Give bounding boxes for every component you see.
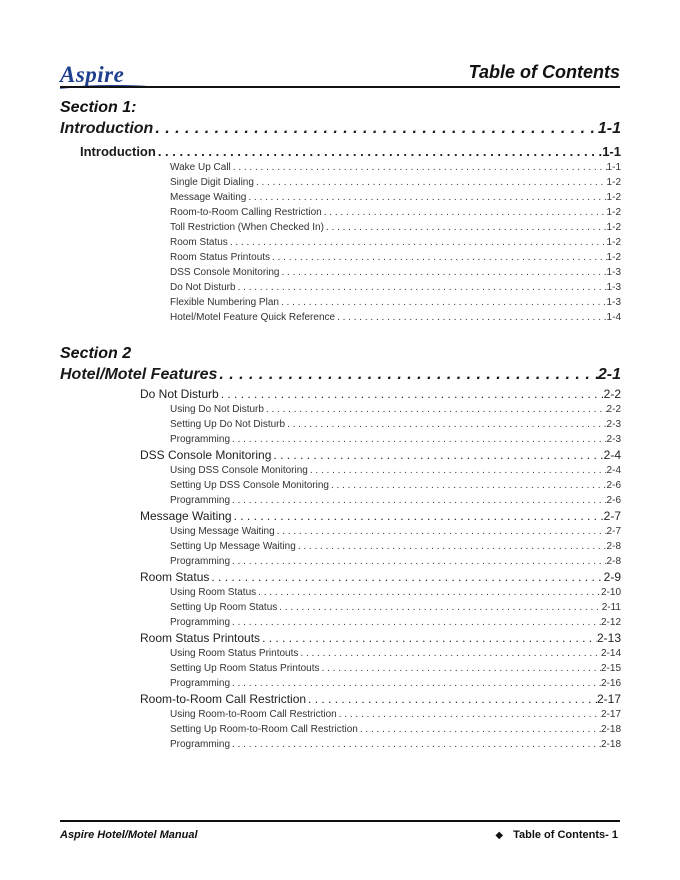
entry-title: Setting Up Room-to-Room Call Restriction (170, 724, 358, 735)
dot-leader (335, 310, 606, 325)
entry-title: Room Status Printouts (140, 631, 261, 645)
entry-title: Setting Up Message Waiting (170, 541, 296, 552)
toc-entry[interactable] (60, 661, 621, 676)
dot-leader (320, 661, 601, 676)
entry-page: 2-14 (600, 648, 621, 659)
entry-page: 1-3 (606, 267, 621, 278)
dot-leader (230, 737, 601, 752)
entry-page: 1-1 (602, 144, 621, 159)
aspire-logo: Aspire (60, 62, 125, 87)
section-1-items (60, 160, 621, 325)
toc-entry[interactable] (60, 539, 621, 554)
entry-page: 1-2 (606, 177, 621, 188)
entry-title: Setting Up Room Status Printouts (170, 663, 320, 674)
entry-title: Using Room-to-Room Call Restriction (170, 709, 337, 720)
section-label: Section 2 (60, 345, 132, 362)
entry-page: 2-11 (601, 602, 621, 613)
entry-title: Room-to-Room Call Restriction (140, 692, 307, 706)
entry-title: Flexible Numbering Plan (170, 297, 279, 308)
toc-topic-entry[interactable] (60, 569, 621, 585)
entry-title: Room-to-Room Calling Restriction (170, 207, 322, 218)
dot-leader (230, 676, 601, 691)
toc-entry[interactable] (60, 432, 621, 447)
entry-page: 2-1 (597, 366, 621, 383)
dot-leader (329, 478, 607, 493)
entry-title: Room Status (170, 237, 228, 248)
entry-page: 2-17 (596, 692, 621, 706)
toc-entry[interactable] (60, 265, 621, 280)
dot-leader (271, 447, 603, 463)
section-label: Section 1: (60, 99, 137, 116)
dot-leader (230, 432, 607, 447)
entry-title: Room Status (140, 570, 210, 584)
entry-page: 2-8 (606, 556, 621, 567)
dot-leader (246, 190, 606, 205)
dot-leader (264, 402, 607, 417)
toc-entry[interactable] (60, 250, 621, 265)
toc-entry[interactable] (60, 600, 621, 615)
dot-leader (209, 569, 603, 585)
toc-entry[interactable] (60, 190, 621, 205)
dot-leader (337, 707, 601, 722)
entry-title: Message Waiting (140, 509, 232, 523)
toc-entry[interactable] (60, 160, 621, 175)
entry-title: Programming (170, 495, 231, 506)
entry-page: 2-7 (606, 526, 621, 537)
entry-title: Toll Restriction (When Checked In) (170, 222, 324, 233)
entry-title: Single Digit Dialing (170, 177, 254, 188)
entry-page: 2-12 (600, 617, 621, 628)
dot-leader (275, 524, 607, 539)
toc-entry[interactable] (60, 585, 621, 600)
dot-leader (230, 615, 601, 630)
dot-leader (324, 220, 607, 235)
dot-leader (254, 175, 607, 190)
entry-title: Introduction (60, 120, 154, 137)
dot-leader (277, 600, 601, 615)
entry-title: Setting Up DSS Console Monitoring (170, 480, 329, 491)
manual-title: Aspire Hotel/Motel Manual (60, 829, 198, 841)
header-divider (60, 86, 620, 88)
page-number-label: Table of Contents- 1 (513, 829, 618, 841)
entry-page: 2-13 (596, 631, 621, 645)
dot-leader (280, 265, 607, 280)
toc-entry[interactable] (60, 478, 621, 493)
dot-leader (306, 691, 597, 707)
entry-page: 2-9 (603, 570, 621, 584)
entry-page: 2-15 (600, 663, 621, 674)
toc-entry[interactable] (60, 615, 621, 630)
toc-entry[interactable] (60, 646, 621, 661)
dot-leader (308, 463, 607, 478)
entry-title: Do Not Disturb (170, 282, 236, 293)
section-1 (60, 98, 621, 140)
toc-entry[interactable] (60, 554, 621, 569)
toc-section-entry[interactable] (60, 118, 621, 140)
entry-title: Using Room Status (170, 587, 257, 598)
entry-title: Programming (170, 739, 231, 750)
entry-title: Setting Up Do Not Disturb (170, 419, 286, 430)
entry-page: 2-3 (606, 434, 621, 445)
toc-section-entry[interactable] (60, 364, 621, 386)
entry-page: 2-3 (606, 419, 621, 430)
toc-entry[interactable] (60, 295, 621, 310)
dot-leader (260, 630, 597, 646)
toc-entry[interactable] (60, 220, 621, 235)
entry-title: Programming (170, 434, 231, 445)
section-2-topics (60, 386, 621, 752)
entry-title: Do Not Disturb (140, 387, 219, 401)
toc-entry[interactable] (60, 737, 621, 752)
entry-page: 2-6 (606, 480, 621, 491)
dot-leader (279, 295, 607, 310)
entry-page: 1-3 (606, 297, 621, 308)
toc-entry[interactable] (60, 175, 621, 190)
entry-title: Programming (170, 556, 231, 567)
entry-page: 2-6 (606, 495, 621, 506)
dot-leader (153, 118, 598, 140)
entry-title: Using Room Status Printouts (170, 648, 299, 659)
dot-leader (230, 493, 607, 508)
toc-entry[interactable] (60, 676, 621, 691)
section-1-chapter (60, 143, 621, 160)
toc-entry[interactable] (60, 417, 621, 432)
entry-page: 2-8 (606, 541, 621, 552)
dot-leader (230, 554, 607, 569)
entry-page: 2-2 (603, 387, 621, 401)
entry-title: Programming (170, 678, 231, 689)
toc-topic-entry[interactable] (60, 447, 621, 463)
diamond-bullet-icon: ◆ (495, 830, 504, 841)
entry-title: DSS Console Monitoring (170, 267, 280, 278)
entry-page: 1-3 (606, 282, 621, 293)
entry-page: 1-2 (606, 192, 621, 203)
dot-leader (296, 539, 607, 554)
footer-divider (60, 820, 620, 822)
toc-entry[interactable] (60, 235, 621, 250)
toc-topic-entry[interactable] (60, 508, 621, 524)
toc-topic-entry[interactable] (60, 691, 621, 707)
dot-leader (270, 250, 607, 265)
entry-page: 1-2 (606, 252, 621, 263)
dot-leader (322, 205, 607, 220)
entry-title: Message Waiting (170, 192, 247, 203)
entry-page: 1-2 (606, 207, 621, 218)
entry-page: 2-4 (603, 448, 621, 462)
dot-leader (285, 417, 606, 432)
toc-entry[interactable] (60, 310, 621, 325)
dot-leader (217, 364, 598, 386)
toc-entry[interactable] (60, 463, 621, 478)
entry-page: 1-1 (597, 120, 621, 137)
toc-topic-entry[interactable] (60, 386, 621, 402)
entry-page: 2-18 (600, 724, 621, 735)
entry-page: 1-4 (606, 312, 621, 323)
entry-page: 2-7 (603, 509, 621, 523)
entry-page: 2-10 (600, 587, 621, 598)
dot-leader (228, 235, 607, 250)
entry-page: 2-16 (600, 678, 621, 689)
entry-title: Using Do Not Disturb (170, 404, 264, 415)
toc-chapter-entry[interactable] (60, 143, 621, 160)
entry-page: 1-2 (606, 222, 621, 233)
dot-leader (298, 646, 601, 661)
toc-entry[interactable] (60, 205, 621, 220)
toc-entry[interactable] (60, 402, 621, 417)
page-number (495, 829, 618, 841)
entry-title: Programming (170, 617, 231, 628)
entry-title: Room Status Printouts (170, 252, 271, 263)
entry-page: 1-2 (606, 237, 621, 248)
toc-entry[interactable] (60, 722, 621, 737)
dot-leader (231, 160, 607, 175)
entry-page: 2-18 (600, 739, 621, 750)
dot-leader (232, 508, 604, 524)
entry-page: 2-17 (600, 709, 621, 720)
toc-entry[interactable] (60, 280, 621, 295)
page-title: Table of Contents (468, 62, 620, 82)
entry-title: Using Message Waiting (170, 526, 275, 537)
toc-entry[interactable] (60, 524, 621, 539)
entry-title: Introduction (80, 144, 156, 159)
entry-page: 2-2 (606, 404, 621, 415)
entry-title: Using DSS Console Monitoring (170, 465, 308, 476)
entry-title: Hotel/Motel Features (60, 366, 218, 383)
entry-page: 2-4 (606, 465, 621, 476)
entry-title: Wake Up Call (170, 162, 231, 173)
dot-leader (219, 386, 604, 402)
dot-leader (236, 280, 607, 295)
entry-title: Hotel/Motel Feature Quick Reference (170, 312, 336, 323)
toc-entry[interactable] (60, 493, 621, 508)
toc-entry[interactable] (60, 707, 621, 722)
entry-title: DSS Console Monitoring (140, 448, 272, 462)
dot-leader (358, 722, 601, 737)
dot-leader (156, 143, 602, 160)
toc-topic-entry[interactable] (60, 630, 621, 646)
dot-leader (256, 585, 601, 600)
entry-title: Setting Up Room Status (170, 602, 278, 613)
entry-page: 1-1 (606, 162, 621, 173)
section-2 (60, 344, 621, 386)
